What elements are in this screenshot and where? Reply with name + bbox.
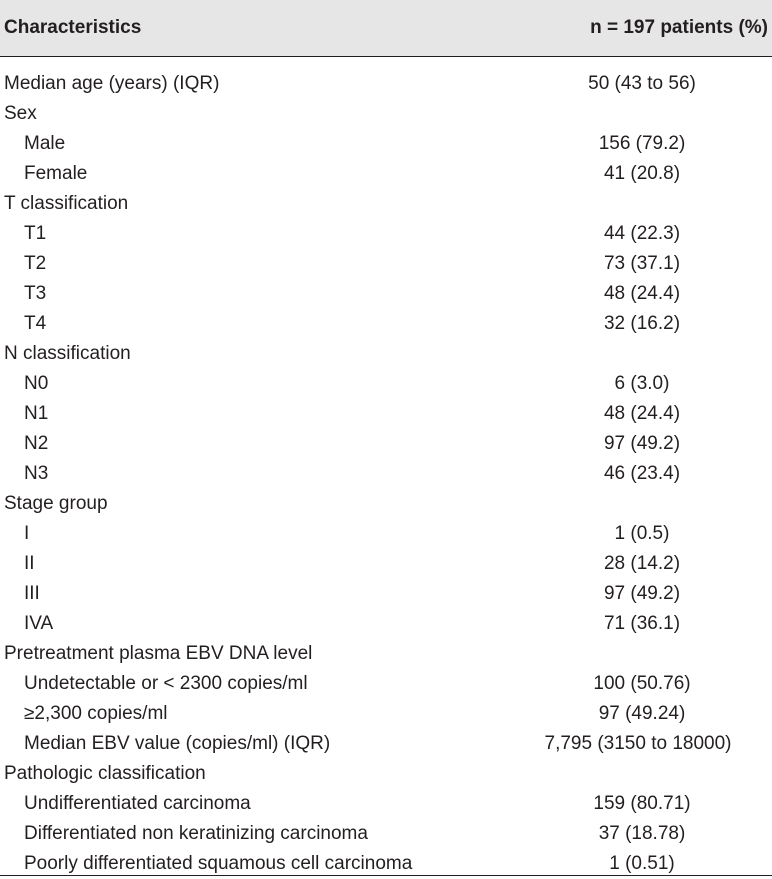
row-label: ≥2,300 copies/ml [24, 703, 168, 724]
row-value: 44 (22.3) [603, 223, 681, 244]
table-row [0, 309, 772, 339]
table-body [0, 69, 772, 879]
table-row [0, 789, 772, 819]
row-value: 48 (24.4) [603, 283, 681, 304]
row-label: Sex [4, 103, 37, 124]
row-label: Pathologic classification [4, 763, 206, 784]
row-value: 7,795 (3150 to 18000) [544, 733, 732, 754]
table-row [0, 129, 772, 159]
table-row [0, 459, 772, 489]
table-row [0, 579, 772, 609]
row-label: T4 [24, 313, 47, 334]
table-row [0, 159, 772, 189]
row-label: IVA [24, 613, 54, 634]
row-value: 100 (50.76) [593, 673, 691, 694]
table-row [0, 519, 772, 549]
row-value: 71 (36.1) [603, 613, 681, 634]
row-value: 97 (49.2) [603, 433, 681, 454]
row-label: T3 [24, 283, 47, 304]
table-section-row [0, 759, 772, 789]
table-row [0, 609, 772, 639]
table-section-row [0, 99, 772, 129]
header-patients-count: n = 197 patients (%) [590, 17, 768, 38]
row-label: T classification [4, 193, 129, 214]
table-row [0, 369, 772, 399]
row-label: N1 [24, 403, 49, 424]
table-section-row [0, 69, 772, 99]
table-row [0, 699, 772, 729]
row-label: Female [24, 163, 88, 184]
row-label: Undetectable or < 2300 copies/ml [24, 673, 308, 694]
row-label: N0 [24, 373, 49, 394]
row-label: II [24, 553, 35, 574]
row-value: 159 (80.71) [593, 793, 691, 814]
row-label: T2 [24, 253, 47, 274]
row-label: Poorly differentiated squamous cell carcinoma [24, 853, 413, 874]
table-row [0, 729, 772, 759]
table-header [0, 0, 772, 57]
row-value: 37 (18.78) [598, 823, 686, 844]
table-row [0, 669, 772, 699]
row-label: Pretreatment plasma EBV DNA level [4, 643, 313, 664]
table-section-row [0, 339, 772, 369]
row-label: Stage group [4, 493, 108, 514]
row-label: Differentiated non keratinizing carcinoma [24, 823, 368, 844]
row-value: 28 (14.2) [603, 553, 681, 574]
row-label: Undifferentiated carcinoma [24, 793, 251, 814]
header-characteristics: Characteristics [4, 17, 142, 38]
table-section-row [0, 639, 772, 669]
row-label: Male [24, 133, 66, 154]
row-label: Median age (years) (IQR) [4, 73, 220, 94]
row-value: 41 (20.8) [603, 163, 681, 184]
row-label: N classification [4, 343, 131, 364]
table-row [0, 549, 772, 579]
row-label: T1 [24, 223, 47, 244]
row-value: 50 (43 to 56) [588, 73, 696, 94]
table-row [0, 279, 772, 309]
row-value: 46 (23.4) [603, 463, 681, 484]
row-value: 97 (49.2) [603, 583, 681, 604]
row-label: III [24, 583, 40, 604]
table-row [0, 819, 772, 849]
row-value: 48 (24.4) [603, 403, 681, 424]
table-row [0, 399, 772, 429]
row-label: Median EBV value (copies/ml) (IQR) [24, 733, 331, 754]
row-label: N3 [24, 463, 49, 484]
row-value: 6 (3.0) [614, 373, 670, 394]
row-value: 73 (37.1) [603, 253, 681, 274]
row-label: N2 [24, 433, 49, 454]
table-row [0, 219, 772, 249]
table-section-row [0, 189, 772, 219]
row-value: 156 (79.2) [598, 133, 686, 154]
row-value: 97 (49.24) [598, 703, 686, 724]
row-value: 32 (16.2) [603, 313, 681, 334]
row-label: I [24, 523, 30, 544]
table-row [0, 249, 772, 279]
row-value: 1 (0.51) [609, 853, 675, 874]
table-row [0, 429, 772, 459]
row-value: 1 (0.5) [614, 523, 670, 544]
table-section-row [0, 489, 772, 519]
